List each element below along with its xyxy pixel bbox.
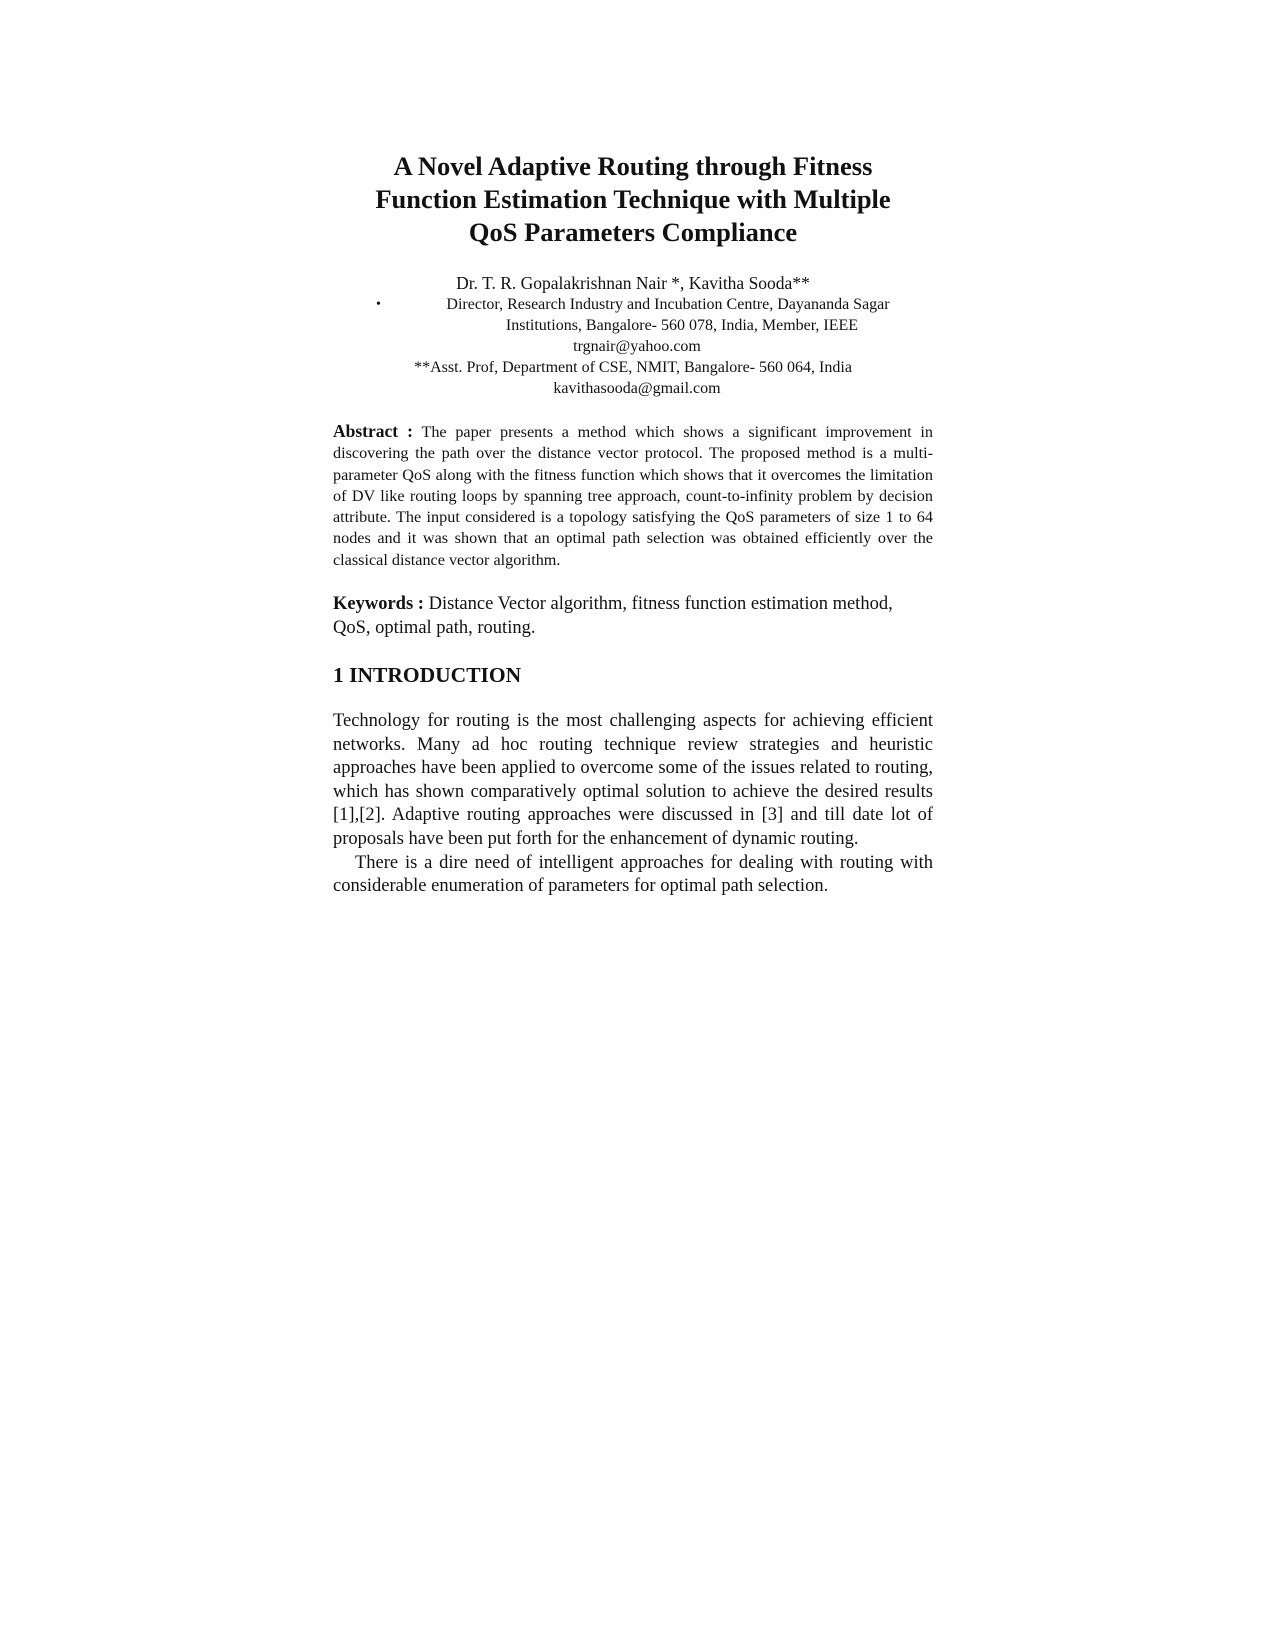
keywords: [333, 592, 933, 640]
keywords-text: Distance Vector algorithm, fitness function estimation method, QoS, optimal path, routing.: [333, 594, 893, 639]
abstract-label: Abstract :: [333, 421, 413, 441]
affiliation-1-line-2: Institutions, Bangalore- 560 078, India, Member, IEEE: [505, 317, 859, 334]
abstract: [333, 421, 933, 571]
paragraph: There is a dire need of intelligent approaches for dealing with routing with considerable enumeration of parameters for optimal path selection.: [333, 852, 933, 897]
section-heading: 1 INTRODUCTION: [333, 663, 522, 688]
title-line: QoS Parameters Compliance: [468, 217, 798, 247]
abstract-text: The paper presents a method which shows a significant improvement in discovering the path over the distance vector protocol. The proposed method is a multi-parameter QoS along with the fitness function which shows that it overcomes the limitation of DV like routing loops by spanning tree approach, count-to-infinity problem by decision attribute. The input considered is a topology satisfying the QoS parameters of size 1 to 64 nodes and it was shown that an optimal path selection was obtained efficiently over the classical distance vector algorithm.: [333, 423, 933, 569]
keywords-label: Keywords :: [333, 594, 424, 615]
author-list: Dr. T. R. Gopalakrishnan Nair *, Kavitha Sooda**: [456, 273, 810, 293]
author-1-email: trgnair@yahoo.com: [573, 338, 701, 355]
title-line: Function Estimation Technique with Multiple: [375, 184, 891, 214]
affiliation-1: [333, 294, 933, 336]
bullet-icon: •: [376, 297, 381, 312]
section-body: [333, 710, 933, 899]
affiliation-1-line-1: Director, Research Industry and Incubation Centre, Dayananda Sagar: [446, 296, 890, 313]
author-2-email: kavithasooda@gmail.com: [553, 380, 721, 397]
affiliation-2: **Asst. Prof, Department of CSE, NMIT, Bangalore- 560 064, India: [414, 359, 852, 376]
title-line: A Novel Adaptive Routing through Fitness: [393, 151, 873, 181]
paper-page: [333, 150, 933, 899]
paragraph: Technology for routing is the most challenging aspects for achieving efficient networks. Many ad hoc routing technique review strategies and heuristic approaches have been applied to overcome some of the issues related to routing, which has shown comparatively optimal solution to achieve the desired results [1],[2]. Adaptive routing approaches were discussed in [3] and till date lot of proposals have been put forth for the enhancement of dynamic routing.: [333, 711, 933, 850]
affiliation-block: [333, 294, 933, 399]
paper-title: [333, 150, 933, 249]
